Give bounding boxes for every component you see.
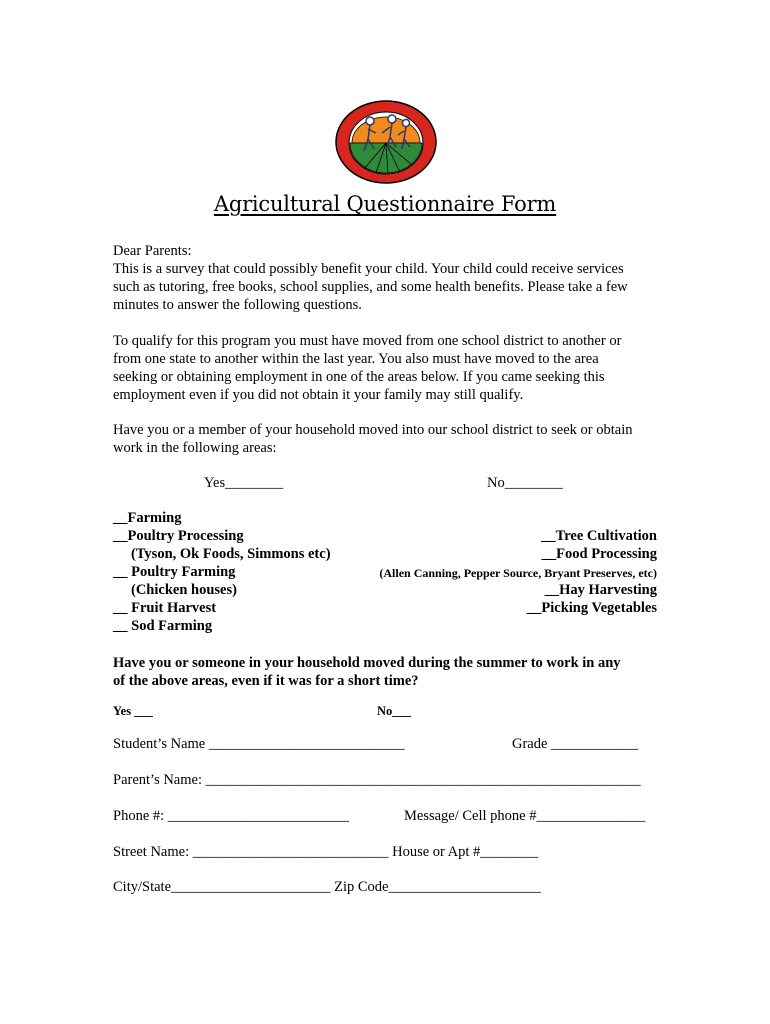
street-address-field[interactable]: Street Name: ___________________________ House or Apt #________ xyxy=(113,844,539,860)
form-title: Agricultural Questionnaire Form xyxy=(213,192,557,216)
question-1-line: work in the following areas: xyxy=(113,440,277,456)
question-1-yes-field[interactable]: Yes________ xyxy=(204,475,284,491)
intro-line: such as tutoring, free books, school supplies, and some health benefits. Please take a few xyxy=(113,279,628,295)
intro-line: This is a survey that could possibly benefit your child. Your child could receive services xyxy=(113,261,624,277)
greeting-and-intro xyxy=(113,242,658,314)
area-food-processing[interactable]: __Food Processing xyxy=(541,546,657,562)
area-hay-harvesting[interactable]: __Hay Harvesting xyxy=(544,582,657,598)
area-tree-cultivation[interactable]: __Tree Cultivation xyxy=(541,528,657,544)
qualify-line: employment even if you did not obtain it your family may still qualify. xyxy=(113,387,524,403)
qualify-line: seeking or obtaining employment in one of the areas below. If you came seeking this xyxy=(113,369,605,385)
area-poultry-processing-examples: (Tyson, Ok Foods, Simmons etc) xyxy=(131,546,331,562)
greeting: Dear Parents: xyxy=(113,243,192,259)
student-name-field[interactable]: Student’s Name ___________________________ xyxy=(113,736,405,752)
question-2-line: of the above areas, even if it was for a short time? xyxy=(113,673,419,689)
area-sod-farming[interactable]: __ Sod Farming xyxy=(113,618,213,634)
city-zip-field[interactable]: City/State______________________ Zip Code_____________________ xyxy=(113,879,541,895)
question-2-no-field[interactable]: No___ xyxy=(377,704,412,718)
area-poultry-farming-examples: (Chicken houses) xyxy=(131,582,237,598)
area-poultry-processing[interactable]: __Poultry Processing xyxy=(113,528,244,544)
area-food-processing-examples: (Allen Canning, Pepper Source, Bryant Preserves, etc) xyxy=(379,566,657,580)
question-2-yes-field[interactable]: Yes ___ xyxy=(113,704,153,718)
grade-field[interactable]: Grade ____________ xyxy=(512,736,639,752)
agricultural-program-logo xyxy=(334,99,438,185)
question-1 xyxy=(113,421,658,457)
question-2-line: Have you or someone in your household moved during the summer to work in any xyxy=(113,655,621,671)
parent-name-field[interactable]: Parent’s Name: ____________________________________________________________ xyxy=(113,772,641,788)
area-picking-vegetables[interactable]: __Picking Vegetables xyxy=(526,600,657,616)
intro-line: minutes to answer the following questions. xyxy=(113,297,362,313)
phone-field[interactable]: Phone #: _________________________ xyxy=(113,808,350,824)
qualify-line: from one state to another within the last year. You also must have moved to the area xyxy=(113,351,599,367)
qualification-paragraph xyxy=(113,332,658,404)
question-1-line: Have you or a member of your household moved into our school district to seek or obtain xyxy=(113,422,633,438)
area-farming[interactable]: __Farming xyxy=(113,510,182,526)
question-2 xyxy=(113,654,658,690)
area-fruit-harvest[interactable]: __ Fruit Harvest xyxy=(113,600,217,616)
qualify-line: To qualify for this program you must have moved from one school district to another or xyxy=(113,333,622,349)
cell-phone-field[interactable]: Message/ Cell phone #_______________ xyxy=(404,808,646,824)
question-1-no-field[interactable]: No________ xyxy=(487,475,563,491)
area-poultry-farming[interactable]: __ Poultry Farming xyxy=(113,564,236,580)
